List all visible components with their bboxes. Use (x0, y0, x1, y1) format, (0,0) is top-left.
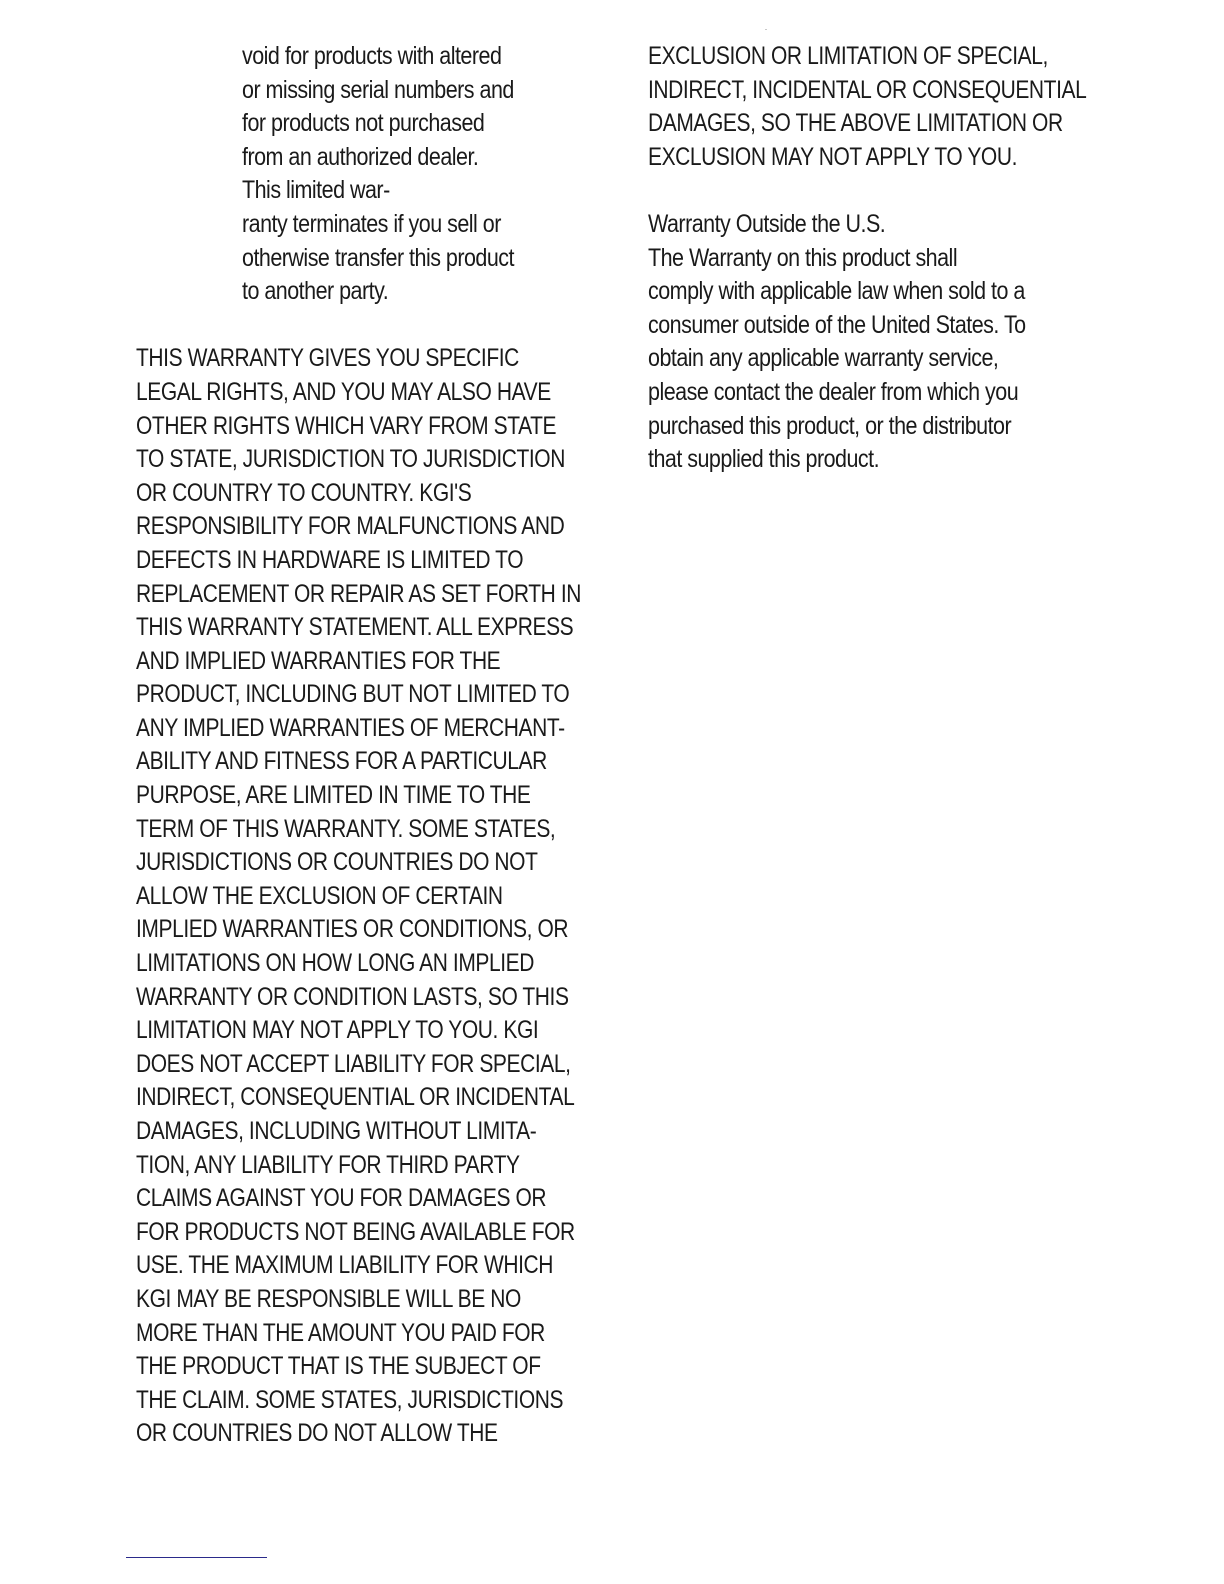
outside-us-line: consumer outside of the United States. To (648, 310, 1026, 339)
intro-line: ranty terminates if you sell or (242, 209, 501, 238)
outside-us-section (648, 208, 1108, 477)
intro-line: or missing serial numbers and (242, 75, 514, 104)
outside-us-line: obtain any applicable warranty service, (648, 344, 999, 373)
intro-line: to another party. (242, 277, 389, 306)
disclaimer-line: PRODUCT, INCLUDING BUT NOT LIMITED TO (136, 680, 570, 709)
disclaimer-line: ALLOW THE EXCLUSION OF CERTAIN (136, 881, 503, 910)
outside-us-line: that supplied this product. (648, 445, 880, 474)
intro-paragraph (136, 40, 596, 309)
paragraph-gap (136, 309, 596, 343)
disclaimer-line: OR COUNTRY TO COUNTRY. KGI'S (136, 478, 472, 507)
outside-us-line: comply with applicable law when sold to a (648, 277, 1025, 306)
outside-us-line: purchased this product, or the distributor (648, 411, 1012, 440)
disclaimer-line: INDIRECT, CONSEQUENTIAL OR INCIDENTAL (136, 1083, 575, 1112)
disclaimer-line: THE PRODUCT THAT IS THE SUBJECT OF (136, 1352, 541, 1381)
disclaimer-line: DAMAGES, INCLUDING WITHOUT LIMITA- (136, 1117, 537, 1145)
disclaimer-line: THE CLAIM. SOME STATES, JURISDICTIONS (136, 1385, 564, 1414)
outside-us-line: please contact the dealer from which you (648, 377, 1019, 406)
disclaimer-line: TO STATE, JURISDICTION TO JURISDICTION (136, 445, 565, 474)
continuation-line: INDIRECT, INCIDENTAL OR CONSEQUENTIAL (648, 75, 1087, 104)
disclaimer-line: ABILITY AND FITNESS FOR A PARTICULAR (136, 747, 547, 776)
outside-us-line: The Warranty on this product shall (648, 243, 958, 272)
disclaimer-line: LIMITATIONS ON HOW LONG AN IMPLIED (136, 949, 534, 978)
disclaimer-line: IMPLIED WARRANTIES OR CONDITIONS, OR (136, 915, 569, 944)
disclaimer-line: TERM OF THIS WARRANTY. SOME STATES, (136, 814, 556, 843)
disclaimer-line: THIS WARRANTY STATEMENT. ALL EXPRESS (136, 613, 574, 642)
disclaimer-line: FOR PRODUCTS NOT BEING AVAILABLE FOR (136, 1217, 575, 1246)
disclaimer-line: REPLACEMENT OR REPAIR AS SET FORTH IN (136, 579, 582, 608)
disclaimer-line: THIS WARRANTY GIVES YOU SPECIFIC (136, 344, 519, 373)
intro-line: for products not purchased (242, 109, 485, 138)
disclaimer-line: ANY IMPLIED WARRANTIES OF MERCHANT- (136, 713, 565, 742)
disclaimer-line: PURPOSE, ARE LIMITED IN TIME TO THE (136, 781, 531, 810)
disclaimer-line: OR COUNTRIES DO NOT ALLOW THE (136, 1419, 498, 1448)
disclaimer-line: CLAIMS AGAINST YOU FOR DAMAGES OR (136, 1184, 547, 1213)
right-column (648, 40, 1108, 477)
disclaimer-line: DEFECTS IN HARDWARE IS LIMITED TO (136, 545, 524, 574)
paragraph-gap (648, 174, 1108, 208)
disclaimer-line: LEGAL RIGHTS, AND YOU MAY ALSO HAVE (136, 377, 551, 406)
disclaimer-line: MORE THAN THE AMOUNT YOU PAID FOR (136, 1318, 545, 1347)
continuation-paragraph (648, 40, 1108, 174)
disclaimer-line: WARRANTY OR CONDITION LASTS, SO THIS (136, 982, 569, 1011)
continuation-line: DAMAGES, SO THE ABOVE LIMITATION OR (648, 109, 1063, 138)
disclaimer-line: LIMITATION MAY NOT APPLY TO YOU. KGI (136, 1016, 539, 1045)
disclaimer-paragraph (136, 342, 596, 1451)
continuation-line: EXCLUSION MAY NOT APPLY TO YOU. (648, 142, 1018, 171)
disclaimer-line: KGI MAY BE RESPONSIBLE WILL BE NO (136, 1284, 521, 1313)
left-column (136, 40, 596, 1451)
intro-line: otherwise transfer this product (242, 243, 515, 272)
section-heading: Warranty Outside the U.S. (648, 209, 886, 238)
footer-rule (126, 1557, 267, 1558)
intro-line: from an authorized dealer. (242, 142, 479, 171)
disclaimer-line: DOES NOT ACCEPT LIABILITY FOR SPECIAL, (136, 1049, 571, 1078)
disclaimer-line: OTHER RIGHTS WHICH VARY FROM STATE (136, 411, 557, 440)
disclaimer-line: JURISDICTIONS OR COUNTRIES DO NOT (136, 848, 538, 877)
continuation-line: EXCLUSION OR LIMITATION OF SPECIAL, (648, 42, 1048, 70)
disclaimer-line: AND IMPLIED WARRANTIES FOR THE (136, 646, 501, 675)
intro-line: This limited war- (242, 176, 390, 205)
disclaimer-line: TION, ANY LIABILITY FOR THIRD PARTY (136, 1150, 520, 1179)
intro-line: void for products with altered (242, 42, 502, 70)
disclaimer-line: USE. THE MAXIMUM LIABILITY FOR WHICH (136, 1251, 553, 1280)
disclaimer-line: RESPONSIBILITY FOR MALFUNCTIONS AND (136, 512, 565, 541)
scan-speck (765, 29, 767, 30)
